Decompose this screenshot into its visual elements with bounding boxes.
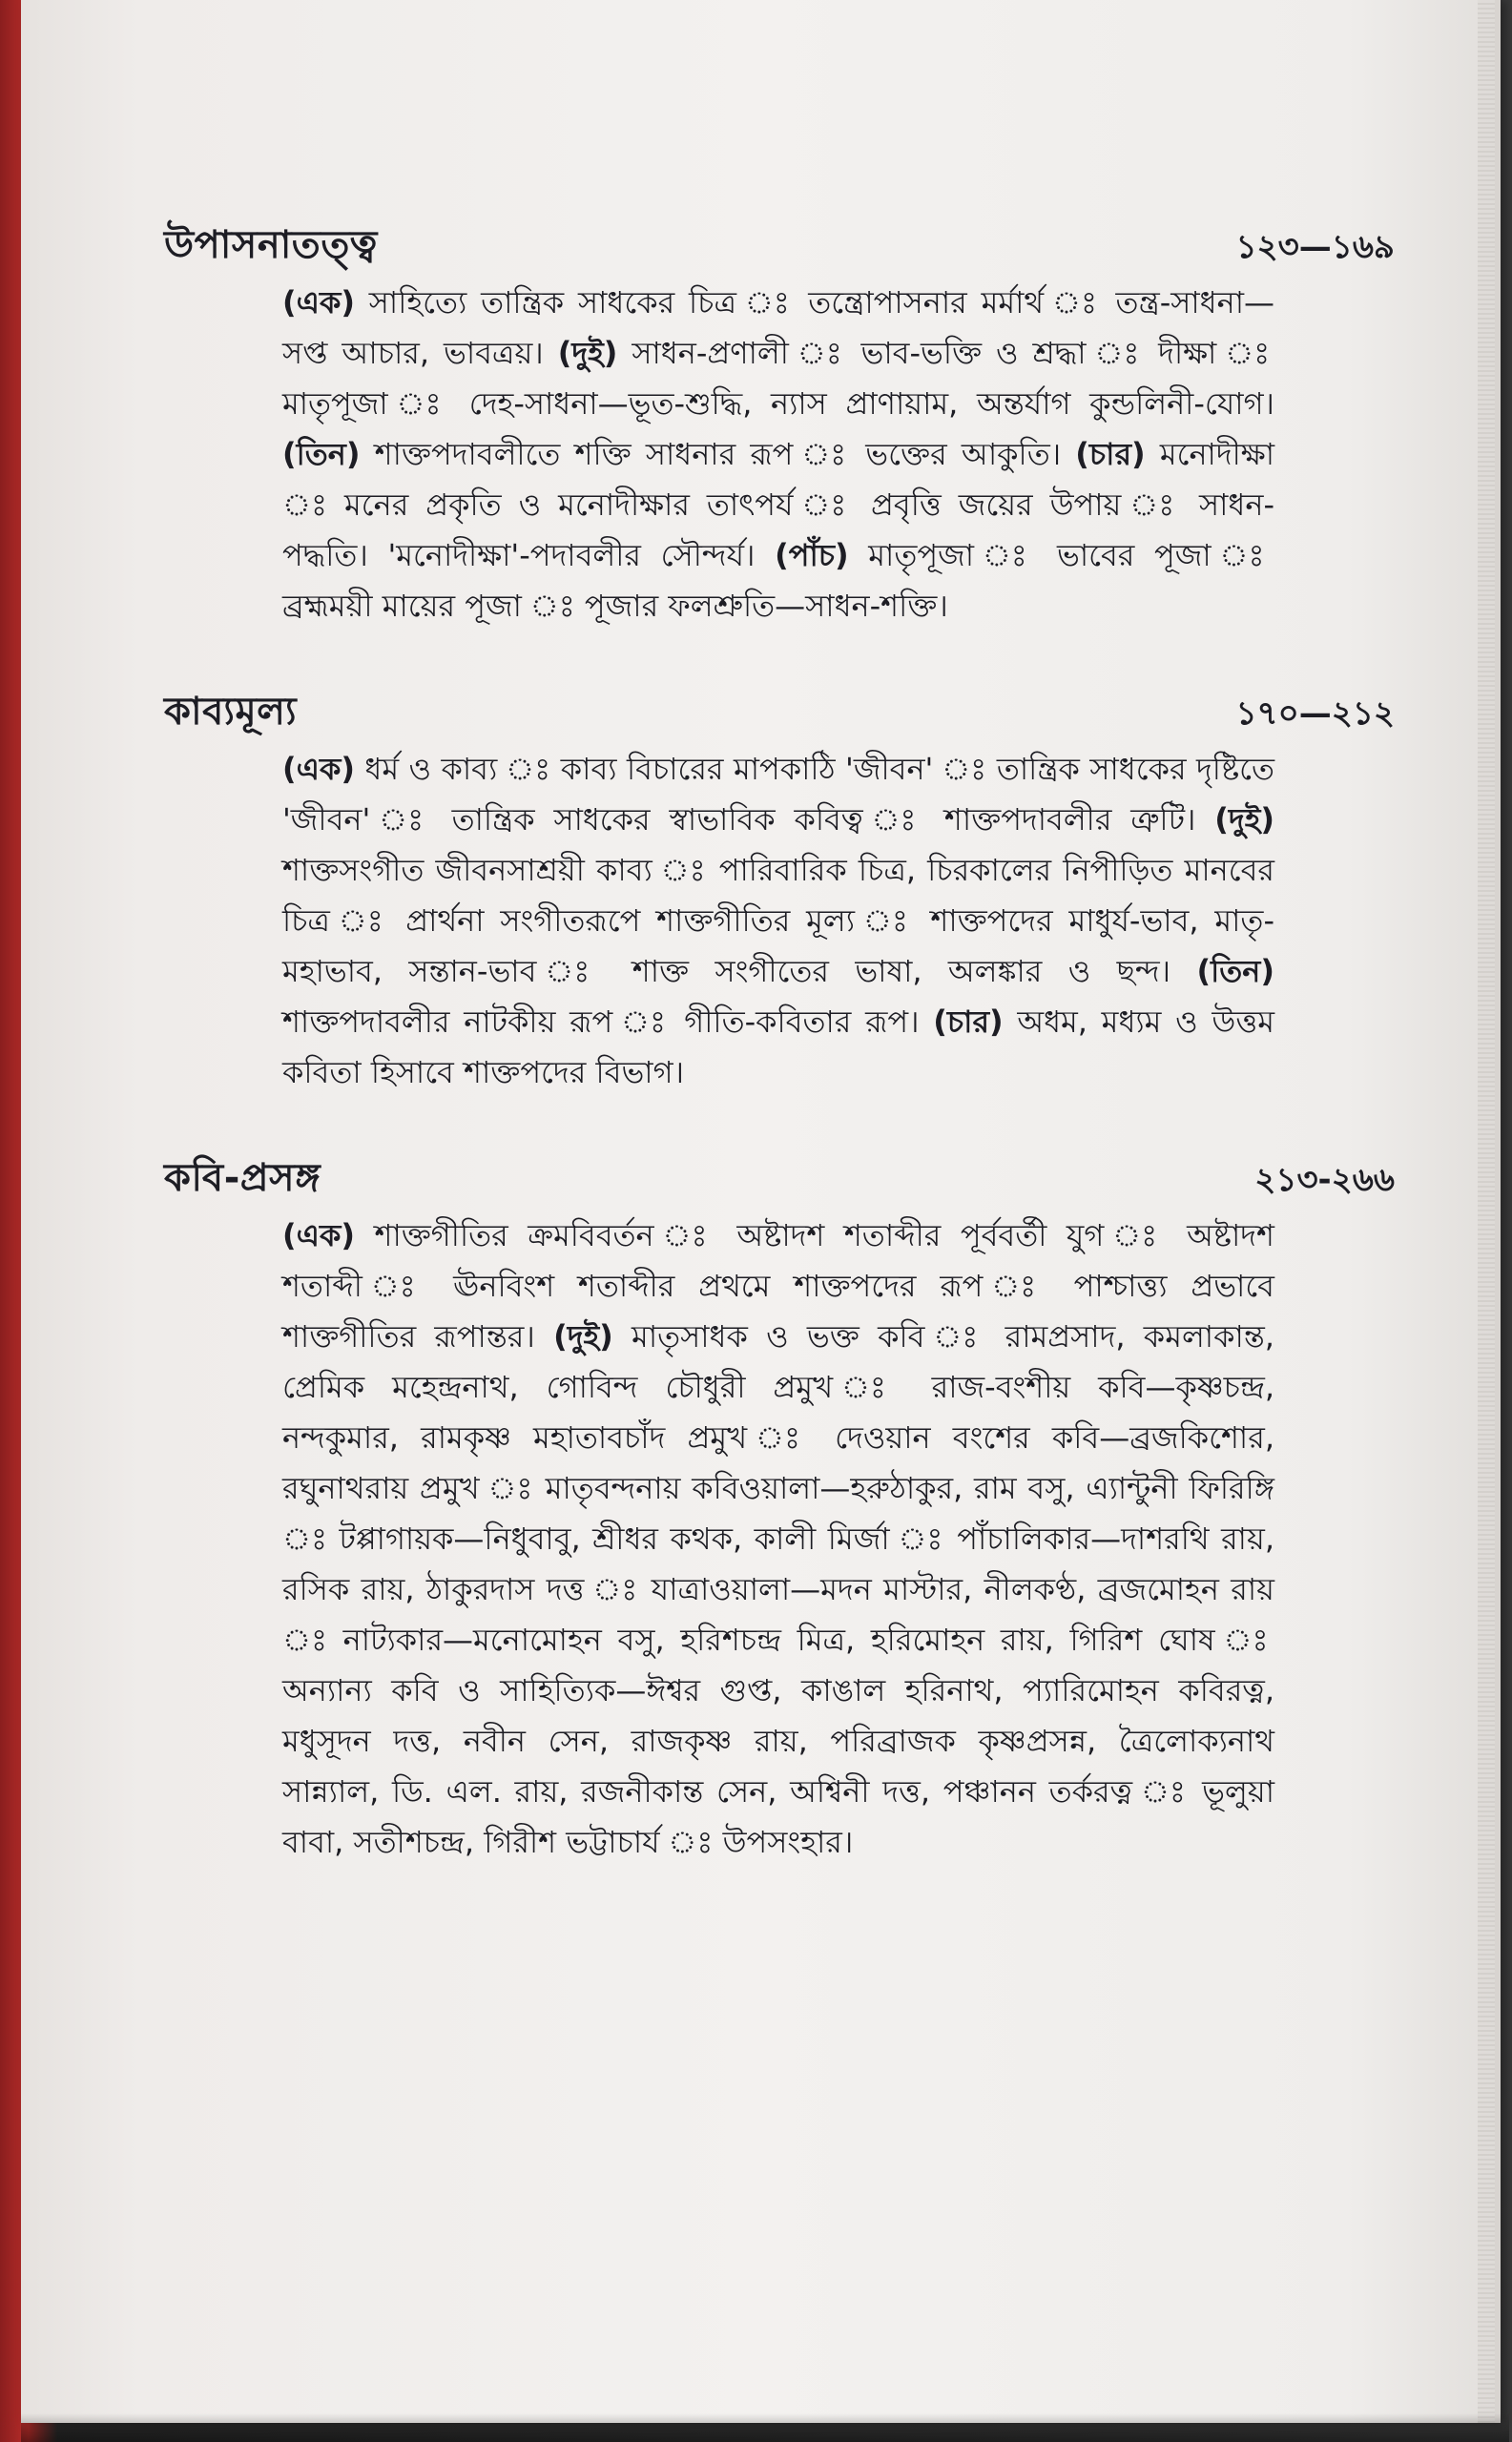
toc-section-header <box>164 215 1395 278</box>
part-text: সাহিত্যে তান্ত্রিক সাধকের চিত্র ঃ তন্ত্রোপাসনার মর্মার্থ ঃ তন্ত্র-সাধনা—সপ্ত আচার, ভাবত্রয়। <box>282 284 1274 371</box>
part-number: (এক) <box>282 751 355 787</box>
section-page-range: ১২৩—১৬৯ <box>1235 228 1395 266</box>
section-title: কাব্যমূল্য <box>164 690 298 734</box>
book-page <box>21 0 1501 2423</box>
toc-section-header <box>164 681 1395 744</box>
table-of-contents <box>164 215 1395 1917</box>
part-number: (দুই) <box>1214 801 1274 838</box>
section-summary <box>282 744 1274 1098</box>
part-text: শাক্তগীতির ক্রমবিবর্তন ঃ অষ্টাদশ শতাব্দীর পূর্ববর্তী যুগ ঃ অষ্টাদশ শতাব্দী ঃ ঊনবিংশ শতাব্দীর প্রথমে শাক্তপদের রূপ ঃ পাশ্চাত্ত্য প্রভাবে শাক্তগীতির রূপান্তর। <box>282 1217 1274 1355</box>
part-number: (তিন) <box>282 436 361 472</box>
part-number: (পাঁচ) <box>775 537 849 573</box>
part-number: (এক) <box>282 1217 355 1253</box>
section-summary <box>282 1211 1274 1868</box>
toc-section-upasanatattva <box>164 215 1395 631</box>
part-number: (চার) <box>1075 436 1146 472</box>
part-number: (তিন) <box>1196 953 1274 989</box>
toc-section-header <box>164 1148 1395 1211</box>
part-text: শাক্তপদাবলীর নাটকীয় রূপ ঃ গীতি-কবিতার রূপ। <box>282 1004 934 1040</box>
part-number: (দুই) <box>553 1318 613 1355</box>
part-text: ধর্ম ও কাব্য ঃ কাব্য বিচারের মাপকাঠি 'জীবন' ঃ তান্ত্রিক সাধকের দৃষ্টিতে 'জীবন' ঃ তান্ত্রিক সাধকের স্বাভাবিক কবিত্ব ঃ শাক্তপদাবলীর ত্রুটি। <box>282 751 1274 838</box>
part-text: সাধন-প্রণালী ঃ ভাব-ভক্তি ও শ্রদ্ধা ঃ দীক্ষা ঃ মাতৃপূজা ঃ দেহ-সাধনা—ভূত-শুদ্ধি, ন্যাস প্রাণায়াম, অন্তর্যাগ কুন্ডলিনী-যোগ। <box>282 335 1275 422</box>
part-text: মাতৃসাধক ও ভক্ত কবি ঃ রামপ্রসাদ, কমলাকান্ত, প্রেমিক মহেন্দ্রনাথ, গোবিন্দ চৌধুরী প্রমুখ ঃ রাজ-বংশীয় কবি—কৃষ্ণচন্দ্র, নন্দকুমার, রামকৃষ্ণ মহাতাবচাঁদ প্রমুখ ঃ দেওয়ান বংশের কবি—ব্রজকিশোর, রঘুনাথরায় প্রমুখ ঃ মাতৃবন্দনায় কবিওয়ালা—হরুঠাকুর, রাম বসু, এ্যান্টুনী ফিরিঙ্গি ঃ টপ্পাগায়ক—নিধুবাবু, শ্রীধর কথক, কালী মির্জা ঃ পাঁচালিকার—দাশরথি রায়, রসিক রায়, ঠাকুরদাস দত্ত ঃ যাত্রাওয়ালা—মদন মাস্টার, নীলকণ্ঠ, ব্রজমোহন রায় ঃ নাট্যকার—মনোমোহন বসু, হরিশচন্দ্র মিত্র, হরিমোহন রায়, গিরিশ ঘোষ ঃ অন্যান্য কবি ও সাহিত্যিক—ঈশ্বর গুপ্ত, কাঙাল হরিনাথ, প্যারিমোহন কবিরত্ন, মধুসূদন দত্ত, নবীন সেন, রাজকৃষ্ণ রায়, পরিব্রাজক কৃষ্ণপ্রসন্ন, ত্রৈলোক্যনাথ সান্ন্যাল, ডি. এল. রায়, রজনীকান্ত সেন, অশ্বিনী দত্ত, পঞ্চানন তর্করত্ন ঃ ভূলুয়া বাবা, সতীশচন্দ্র, গিরীশ ভট্টাচার্য ঃ উপসংহার। <box>282 1318 1274 1860</box>
section-page-range: ২১৩-২৬৬ <box>1254 1161 1395 1199</box>
page-edge-stack <box>1478 0 1495 2423</box>
section-title: উপাসনাতত্ত্ব <box>164 223 378 267</box>
page-bottom-shadow <box>21 2413 1509 2442</box>
part-number: (চার) <box>933 1004 1004 1040</box>
toc-section-kavyamulya <box>164 681 1395 1098</box>
part-number: (এক) <box>282 284 355 321</box>
section-title: কবি-প্রসঙ্গ <box>164 1156 321 1200</box>
section-page-range: ১৭০—২১২ <box>1235 694 1395 733</box>
part-text: মনোদীক্ষা ঃ মনের প্রকৃতি ও মনোদীক্ষার তাৎপর্য ঃ প্রবৃত্তি জয়ের উপায় ঃ সাধন-পদ্ধতি। 'মনোদীক্ষা'-পদাবলীর সৌন্দর্য। <box>282 436 1274 573</box>
toc-section-kobi-prosongo <box>164 1148 1395 1868</box>
section-summary <box>282 278 1274 631</box>
part-text: শাক্তসংগীত জীবনসাশ্রয়ী কাব্য ঃ পারিবারিক চিত্র, চিরকালের নিপীড়িত মানবের চিত্র ঃ প্রার্থনা সংগীতরূপে শাক্তগীতির মূল্য ঃ শাক্তপদের মাধুর্য-ভাব, মাতৃ-মহাভাব, সন্তান-ভাব ঃ শাক্ত সংগীতের ভাষা, অলঙ্কার ও ছন্দ। <box>282 852 1274 989</box>
part-number: (দুই) <box>557 335 618 371</box>
part-text: অধম, মধ্যম ও উত্তম কবিতা হিসাবে শাক্তপদের বিভাগ। <box>282 1004 1274 1090</box>
part-text: শাক্তপদাবলীতে শক্তি সাধনার রূপ ঃ ভক্তের আকুতি। <box>360 436 1076 472</box>
part-text: মাতৃপূজা ঃ ভাবের পূজা ঃ ব্রহ্মময়ী মায়ের পূজা ঃ পূজার ফলশ্রুতি—সাধন-শক্তি। <box>282 537 1275 624</box>
